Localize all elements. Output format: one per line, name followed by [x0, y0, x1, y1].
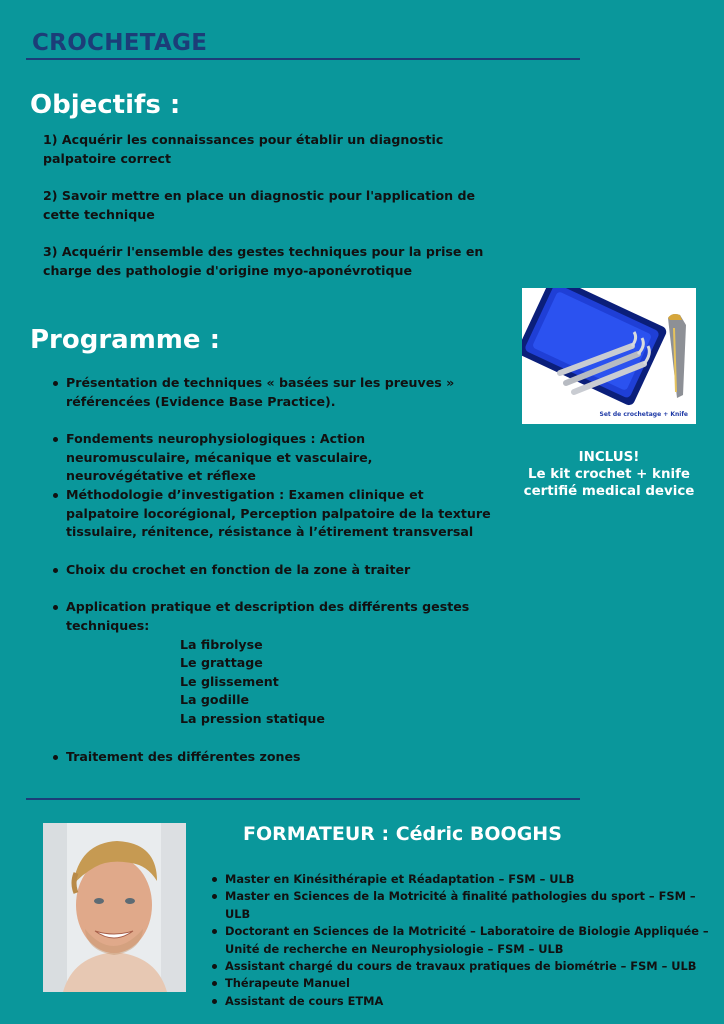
programme-list	[51, 748, 491, 767]
geste-item: Le glissement	[180, 674, 279, 689]
bio-item: Thérapeute Manuel	[210, 975, 715, 992]
geste-item: La godille	[180, 692, 250, 707]
programme-heading: Programme :	[30, 325, 220, 355]
bio-item: Master en Kinésithérapie et Réadaptation – FSM – ULB	[210, 871, 715, 888]
kit-included-desc: Le kit crochet + knife	[527, 467, 690, 482]
crochet-kit-icon	[522, 288, 696, 424]
geste-item: La fibrolyse	[180, 637, 263, 652]
formateur-heading: FORMATEUR : Cédric BOOGHS	[243, 823, 562, 845]
kit-included-title: INCLUS!	[578, 450, 640, 465]
kit-image-caption: Set de crochetage + Knife	[599, 411, 688, 418]
programme-item: Application pratique et description des différents gestes techniques:	[51, 598, 491, 635]
bio-item: Doctorant en Sciences de la Motricité – Laboratoire de Biologie Appliquée – Unité de recherche en Neurophysiologie – FSM – ULB	[210, 923, 715, 958]
programme-item: Traitement des différentes zones	[51, 748, 491, 767]
bio-item: Master en Sciences de la Motricité à finalité pathologies du sport – FSM – ULB	[210, 888, 715, 923]
programme-list	[51, 561, 491, 580]
programme-list	[51, 430, 491, 486]
programme-list	[51, 486, 491, 542]
programme-list	[51, 598, 491, 635]
kit-included-cert: certifié medical device	[523, 484, 695, 499]
programme-list	[51, 374, 491, 411]
section-divider	[26, 798, 580, 800]
bio-item: Assistant chargé du cours de travaux pratiques de biométrie – FSM – ULB	[210, 958, 715, 975]
programme-item: Choix du crochet en fonction de la zone à traiter	[51, 561, 491, 580]
geste-item: La pression statique	[180, 711, 325, 726]
bio-item: Assistant de cours ETMA	[210, 993, 715, 1010]
trainer-photo	[43, 823, 186, 992]
formateur-bio-list	[210, 871, 715, 1010]
kit-image	[522, 288, 696, 424]
objectif-item: 1) Acquérir les connaissances pour établir un diagnostic palpatoire correct	[43, 132, 444, 166]
objectifs-heading: Objectifs :	[30, 90, 181, 120]
programme-item: Présentation de techniques « basées sur les preuves » référencées (Evidence Base Practice).	[51, 374, 491, 411]
programme-item: Méthodologie d’investigation : Examen clinique et palpatoire locorégional, Perception palpatoire de la texture tissulaire, rénitence, résistance à l’étirement transversal	[51, 486, 491, 542]
kit-included-note	[512, 449, 706, 500]
objectif-item: 3) Acquérir l'ensemble des gestes techniques pour la prise en charge des pathologie d'origine myo-aponévrotique	[43, 244, 484, 278]
geste-item: Le grattage	[180, 655, 263, 670]
title-divider	[26, 58, 580, 60]
programme-item: Fondements neurophysiologiques : Action neuromusculaire, mécanique et vasculaire, neurovégétative et réflexe	[51, 430, 491, 486]
objectif-item: 2) Savoir mettre en place un diagnostic pour l'application de cette technique	[43, 188, 476, 222]
page-title: CROCHETAGE	[32, 30, 208, 56]
trainer-portrait-icon	[43, 823, 186, 992]
